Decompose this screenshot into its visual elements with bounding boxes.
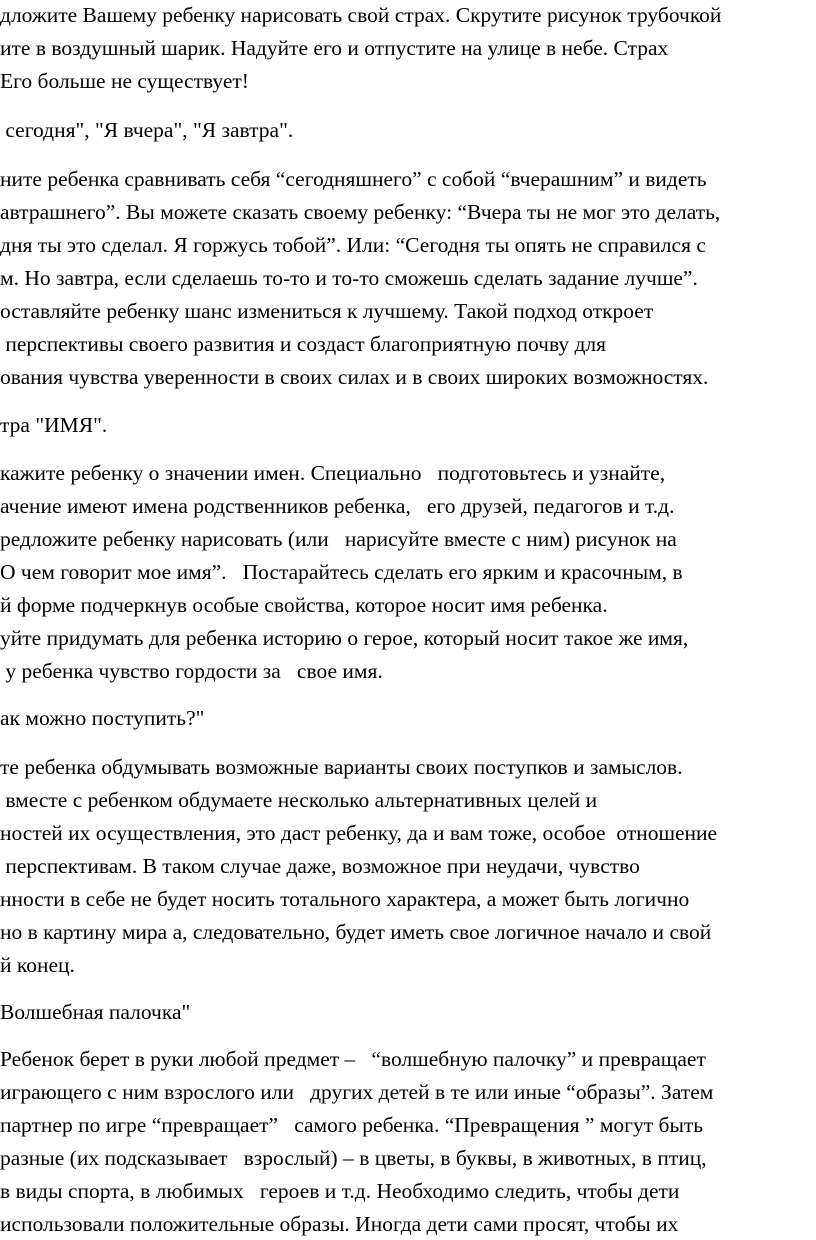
text-line: й конец. (0, 953, 75, 977)
text-line: ните ребенка сравнивать себя “сегодняшнего” с собой “вчерашним” и видеть (0, 167, 707, 191)
section-heading: тра "ИМЯ". (0, 413, 108, 437)
text-line: но в картину мира а, следовательно, будет иметь свое логичное начало и свой (0, 920, 712, 944)
text-line: ите в воздушный шарик. Надуйте его и отпустите на улице в небе. Страх (0, 36, 669, 60)
text-line: вместе с ребенком обдумаете несколько альтернативных целей и (0, 788, 598, 812)
text-line: м. Но завтра, если сделаешь то-то и то-то сможешь сделать задание лучше”. (0, 266, 698, 290)
text-line: автрашнего”. Вы можете сказать своему ребенку: “Вчера ты не мог это делать, (0, 200, 721, 224)
text-line: нности в себе не будет носить тотального характера, а может быть логично (0, 887, 690, 911)
text-line: ачение имеют имена родственников ребенка, его друзей, педагогов и т.д. (0, 494, 675, 518)
text-line: партнер по игре “превращает” самого ребенка. “Превращения ” могут быть (0, 1113, 704, 1137)
text-line: те ребенка обдумывать возможные варианты своих поступков и замыслов. (0, 755, 683, 779)
text-line: ностей их осуществления, это даст ребенку, да и вам тоже, особое отношение (0, 821, 718, 845)
text-line: Его больше не существует! (0, 69, 249, 93)
text-line: использовали положительные образы. Иногда дети сами просят, чтобы их (0, 1212, 679, 1236)
section-heading: Волшебная палочка" (0, 1000, 191, 1024)
section-heading: ак можно поступить?" (0, 706, 205, 730)
text-line: й форме подчеркнув особые свойства, которое носит имя ребенка. (0, 593, 608, 617)
text-line: перспективам. В таком случае даже, возможное при неудачи, чувство (0, 854, 640, 878)
text-line: О чем говорит мое имя”. Постарайтесь сделать его ярким и красочным, в (0, 560, 683, 584)
text-line: разные (их подсказывает взрослый) – в цветы, в буквы, в животных, в птиц, (0, 1146, 707, 1170)
text-line: играющего с ним взрослого или других детей в те или иные “образы”. Затем (0, 1080, 714, 1104)
text-line: дня ты это сделал. Я горжусь тобой”. Или: “Сегодня ты опять не справился с (0, 233, 706, 257)
text-line: дложите Вашему ребенку нарисовать свой страх. Скрутите рисунок трубочкой (0, 3, 722, 27)
text-line: перспективы своего развития и создаст благоприятную почву для (0, 332, 607, 356)
text-line: редложите ребенку нарисовать (или нарисуйте вместе с ним) рисунок на (0, 527, 677, 551)
text-line: ования чувства уверенности в своих силах и в своих широких возможностях. (0, 365, 709, 389)
text-line: Ребенок берет в руки любой предмет – “волшебную палочку” и превращает (0, 1047, 706, 1071)
text-line: уйте придумать для ребенка историю о герое, который носит такое же имя, (0, 626, 689, 650)
text-line: кажите ребенку о значении имен. Специально подготовьтесь и узнайте, (0, 461, 666, 485)
text-line: в виды спорта, в любимых героев и т.д. Необходимо следить, чтобы дети (0, 1179, 680, 1203)
section-heading: сегодня", "Я вчера", "Я завтра". (0, 118, 294, 142)
text-line: оставляйте ребенку шанс измениться к лучшему. Такой подход откроет (0, 299, 654, 323)
text-line: у ребенка чувство гордости за свое имя. (0, 659, 383, 683)
